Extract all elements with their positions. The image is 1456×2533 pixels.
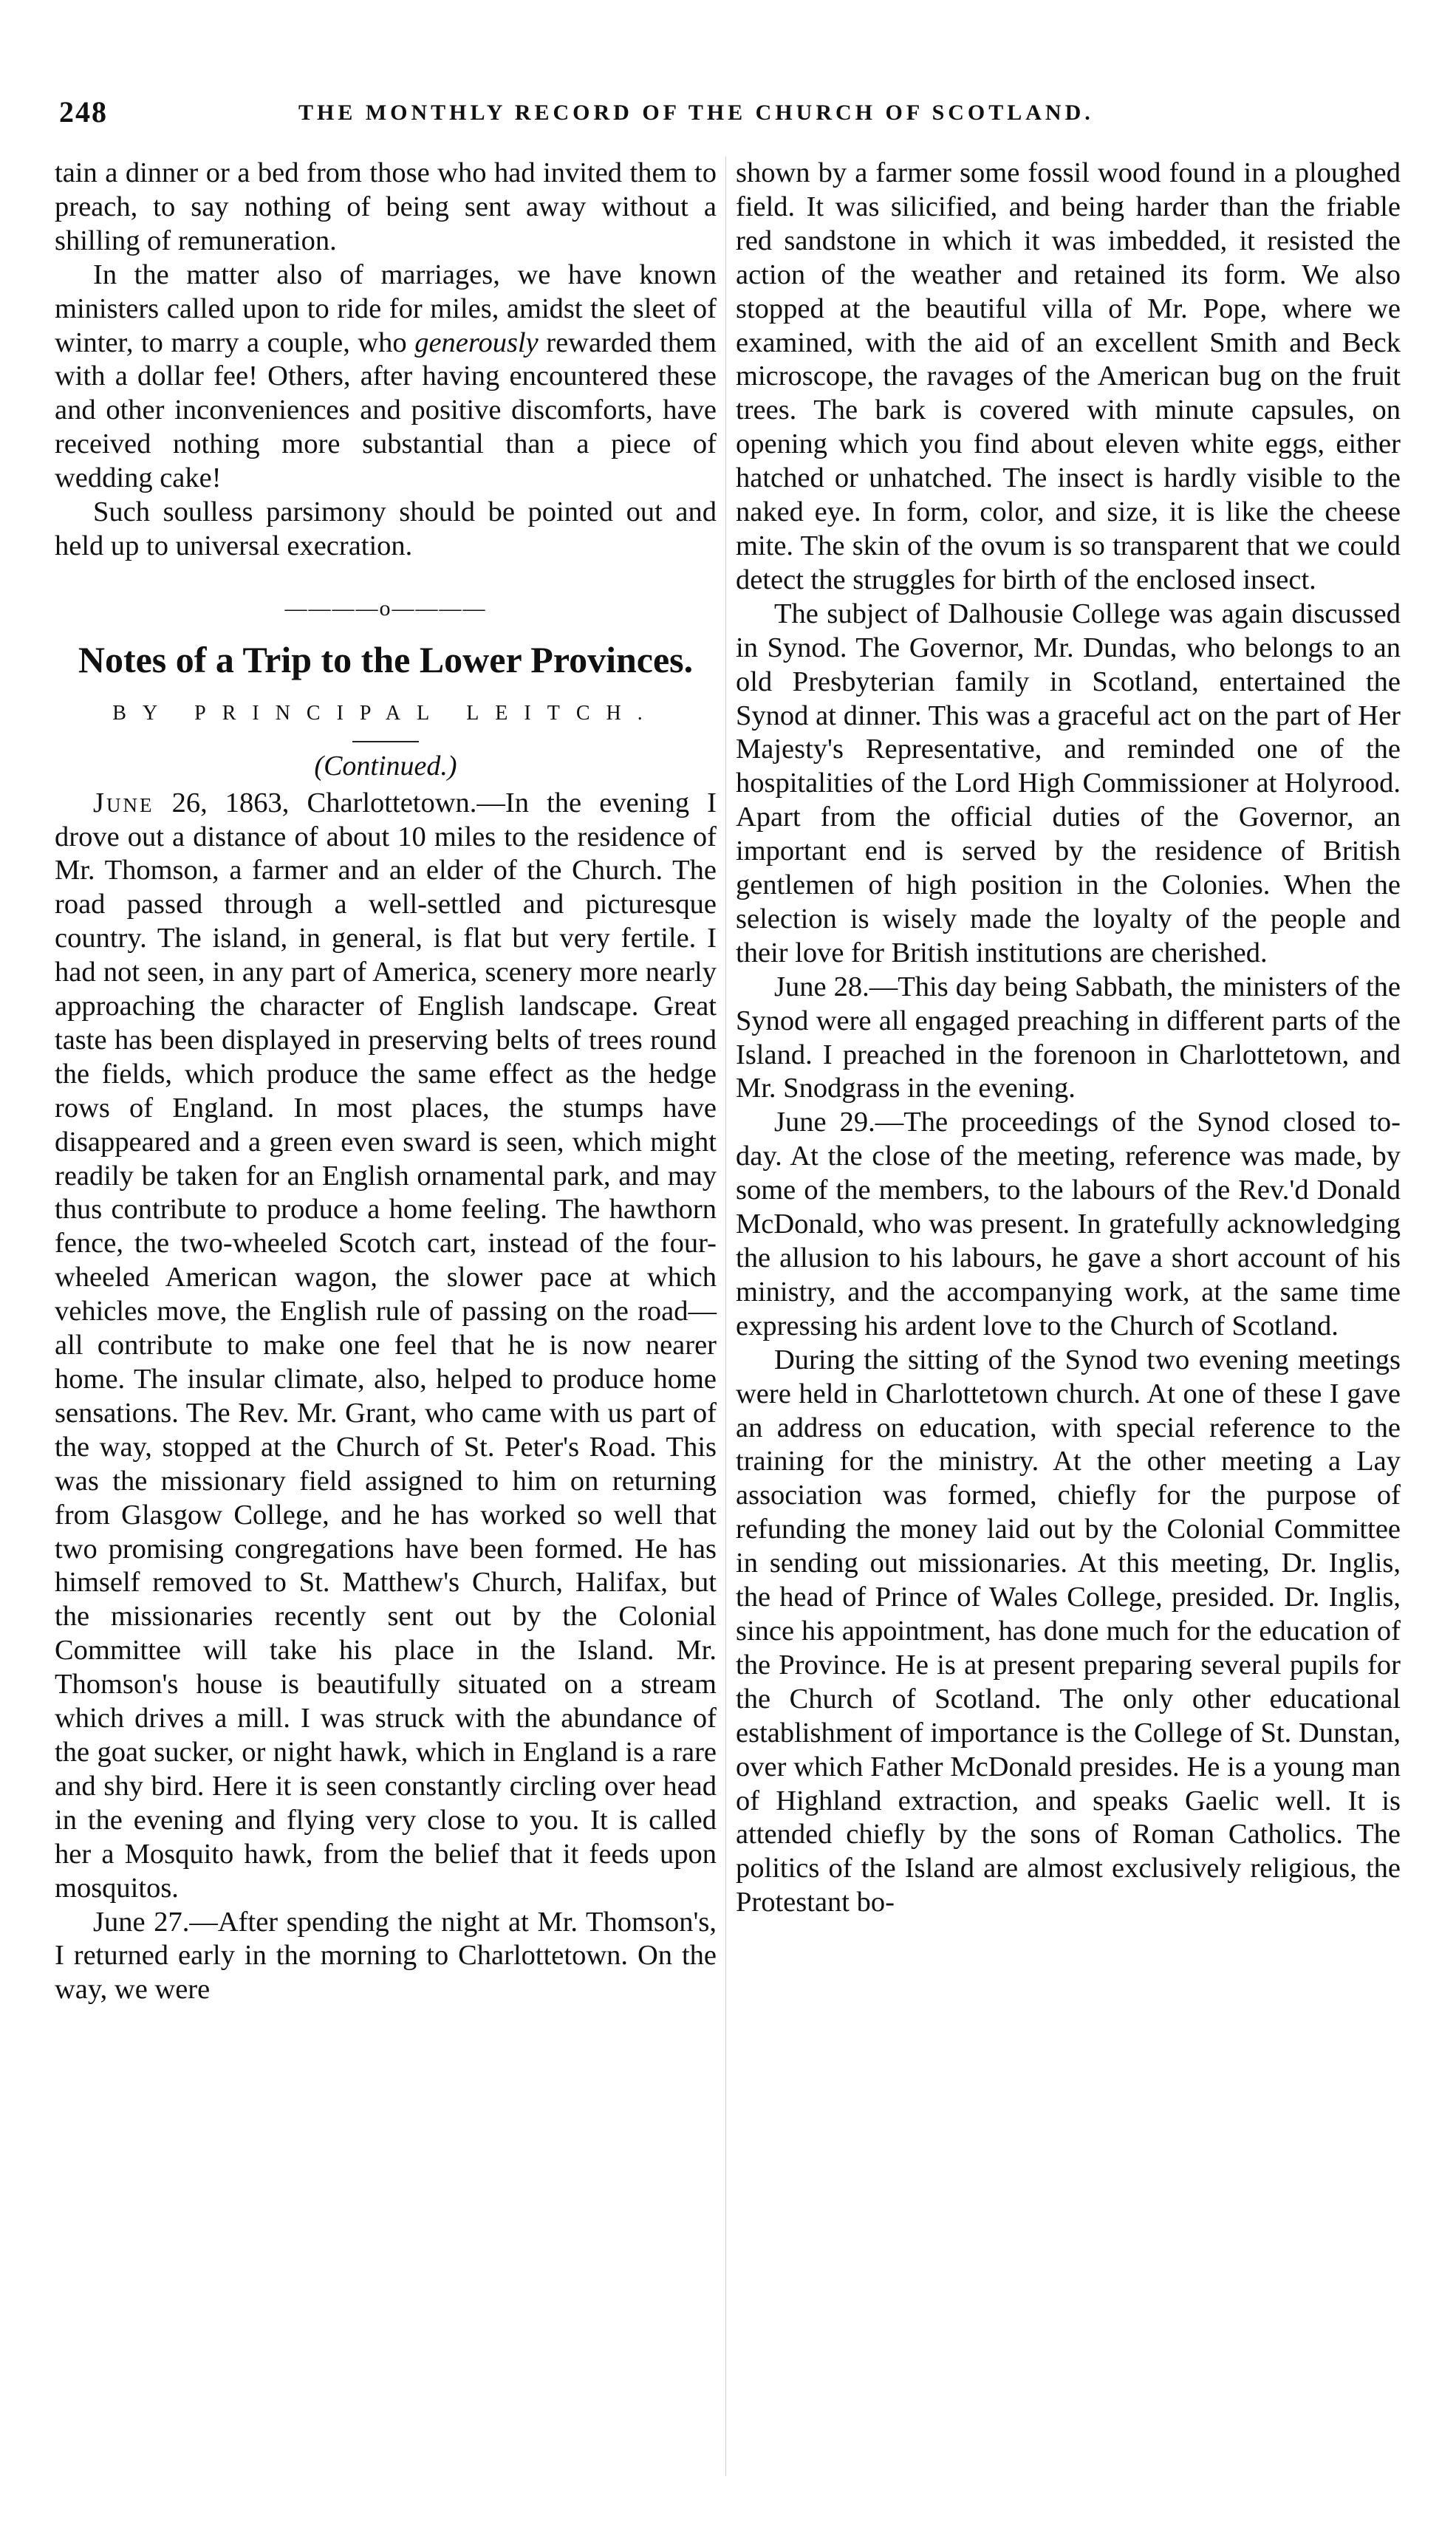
paragraph: June 28.—This day being Sabbath, the ministers of the Synod were all engaged preaching in different parts of the Island. I preached in the forenoon in Charlottetown, and Mr. Snodgrass in the evening. xyxy=(736,971,1401,1104)
paragraph: tain a dinner or a bed from those who had invited them to preach, to say nothing of being sent away without a shilling of remuneration. xyxy=(55,157,717,256)
article-title: Notes of a Trip to the Lower Provinces. xyxy=(78,638,694,680)
paragraph: shown by a farmer some fossil wood found in a ploughed field. It was silicified, and being harder than the friable red sandstone in which it was imbedded, it resisted the action of the weather and retained its form. We also stopped at the beautiful villa of Mr. Pope, where we examined, with the aid of an excellent Smith and Beck microscope, the ravages of the American bug on the fruit trees. The bark is covered with minute capsules, on opening which you find about eleven white eggs, either hatched or unhatched. The insect is hardly visible to the naked eye. In form, color, and size, it is like the cheese mite. The skin of the ovum is so transparent that we could detect the struggles for birth of the enclosed insect. xyxy=(736,157,1401,595)
paragraph: The subject of Dalhousie College was again discussed in Synod. The Governor, Mr. Dundas, who belongs to an old Presbyterian family in Scotland, entertained the Synod at dinner. This was a graceful act on the part of Her Majesty's Representative, and reminded one of the hospitalities of the Lord High Commissioner at Holyrood. Apart from the official duties of the Governor, an important end is served by the residence of British gentlemen of high position in the Colonies. When the selection is wisely made the loyalty of the people and their love for British institutions are cherished. xyxy=(736,598,1401,968)
paragraph xyxy=(55,259,717,496)
page-header xyxy=(55,95,1399,139)
lead-word: June xyxy=(93,787,154,818)
text-run: 26, 1863, Charlottetown.—In the evening I drove out a distance of about 10 miles to the residence of Mr. Thomson, a farmer and an elder of the Church. The road passed through a well-settled and picturesque country. The island, in general, is flat but very fertile. I had not seen, in any part of America, scenery more nearly approaching the character of English landscape. Great taste has been displayed in preserving belts of trees round the fields, which produce the same effect as the hedge rows of England. In most places, the stumps have disappeared and a green even sward is seen, which might readily be taken for an English ornamental park, and may thus contribute to produce a home feeling. The hawthorn fence, the two-wheeled Scotch cart, instead of the four-wheeled American wagon, the slower pace at which vehicles move, the English rule of passing on the road—all contribute to make one feel that he is now nearer home. The insular climate, also, helped to produce home sensations. The Rev. Mr. Grant, who came with us part of the way, stopped at the Church of St. Peter's Road. This was the missionary field assigned to him on returning from Glasgow College, and he has worked so well that two promising congregations have been formed. He has himself removed to St. Matthew's Church, Halifax, but the missionaries recently sent out by the Colonial Committee will take his place in the Island. Mr. Thomson's house is beautifully situated on a stream which drives a mill. I was struck with the abundance of the goat sucker, or night hawk, which in England is a rare and shy bird. Here it is seen constantly circling over head in the evening and flying very close to you. It is called her a Mosquito hawk, from the belief that it feeds upon mosquitos. xyxy=(55,787,717,1904)
section-divider: ————o———— xyxy=(284,595,487,621)
paragraph: Such soulless parsimony should be pointed out and held up to universal execration. xyxy=(55,496,717,561)
text-run: In the matter also of marriages, we have known ministers called upon to ride for miles, amidst the sleet of winter, to marry a couple, who xyxy=(55,259,717,358)
left-column xyxy=(55,157,717,2007)
page-number: 248 xyxy=(59,95,108,129)
column-divider xyxy=(725,157,726,2476)
running-head: THE MONTHLY RECORD OF THE CHURCH OF SCOTLAND. xyxy=(298,100,1094,125)
right-column xyxy=(736,157,1401,1920)
paragraph: June 27.—After spending the night at Mr. Thomson's, I returned early in the morning to Charlottetown. On the way, we were xyxy=(55,1906,717,2006)
short-rule xyxy=(352,741,419,742)
paragraph xyxy=(55,787,717,1906)
paragraph: June 29.—The proceedings of the Synod closed to-day. At the close of the meeting, reference was made, by some of the members, to the labours of the Rev.'d Donald McDonald, who was present. In gratefully acknowledging the allusion to his labours, he gave a short account of his ministry, and the accompanying work, at the same time expressing his ardent love to the Church of Scotland. xyxy=(736,1107,1401,1341)
text-run: rewarded them with a dollar fee! Others, after having encountered these and other inconveniences and positive discomforts, have received nothing more substantial than a piece of wedding cake! xyxy=(55,327,717,494)
paragraph: During the sitting of the Synod two evening meetings were held in Charlottetown church. At one of these I gave an address on education, with special reference to the training for the ministry. At the other meeting a Lay association was formed, chiefly for the purpose of refunding the money laid out by the Colonial Committee in sending out missionaries. At this meeting, Dr. Inglis, the head of Prince of Wales College, presided. Dr. Inglis, since his appointment, has done much for the education of the Province. He is at present preparing several pupils for the Church of Scotland. The only other educational establishment of importance is the College of St. Dunstan, over which Father McDonald presides. He is a young man of Highland extraction, and speaks Gaelic well. It is attended chiefly by the sons of Roman Catholics. The politics of the Island are almost exclusively religious, the Protestant bo- xyxy=(736,1344,1401,1918)
continued-note: (Continued.) xyxy=(314,750,457,782)
byline: BY PRINCIPAL LEITCH. xyxy=(112,701,659,725)
emphasis: generously xyxy=(414,327,539,358)
